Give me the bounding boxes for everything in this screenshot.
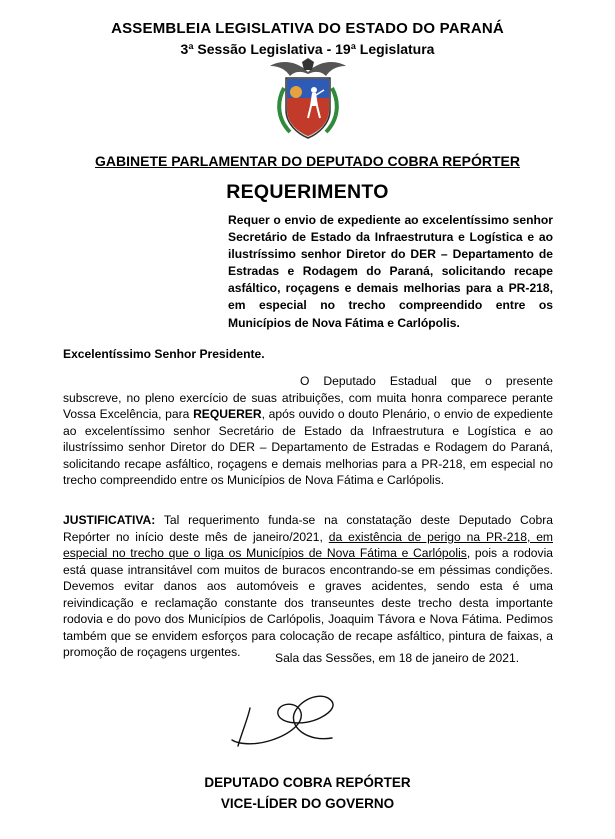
- paragraph-request: [63, 373, 553, 489]
- parana-coat-of-arms-icon: [266, 58, 350, 140]
- summary-ementa: Requer o envio de expediente ao excelentíssimo senhor Secretário de Estado da Infraestrutura e Logística e ao ilustríssimo senhor Diretor do DER – Departamento de Estradas e Rodagem do Paraná, solicitando recape asfáltico, roçagens e demais melhorias para a PR-218, em especial no trecho compreendido entre os Municípios de Nova Fátima e Carlópolis.: [228, 213, 553, 330]
- session-subtitle: 3ª Sessão Legislativa - 19ª Legislatura: [180, 41, 435, 57]
- justification-part1: Tal requerimento funda-se na constatação deste Deputado Cobra Repórter no início deste mês de janeiro/2021,: [63, 513, 553, 544]
- place-date: Sala das Sessões, em 18 de janeiro de 2021.: [275, 651, 520, 665]
- paragraph-request-part1: O Deputado Estadual que o presente subscreve, no pleno exercício de suas atribuições, com muita honra comparece perante Vossa Excelência, para: [63, 374, 553, 421]
- signature-icon: [228, 688, 348, 750]
- office-heading: GABINETE PARLAMENTAR DO DEPUTADO COBRA REPÓRTER: [95, 153, 520, 169]
- assembly-title: ASSEMBLEIA LEGISLATIVA DO ESTADO DO PARANÁ: [111, 20, 504, 37]
- justification-label: JUSTIFICATIVA:: [63, 513, 156, 527]
- signer-name: DEPUTADO COBRA REPÓRTER: [204, 775, 411, 790]
- paragraph-justification: [63, 512, 553, 661]
- justification-underlined: da existência de perigo na PR-218, em especial no trecho que o liga os Municípios de Nova Fátima e Carlópolis: [63, 529, 554, 560]
- signer-role: VICE-LÍDER DO GOVERNO: [220, 796, 395, 811]
- salutation: Excelentíssimo Senhor Presidente.: [63, 347, 265, 361]
- document-type: REQUERIMENTO: [226, 181, 389, 203]
- request-keyword: REQUERER: [193, 407, 262, 421]
- paragraph-request-part2: , após ouvido o douto Plenário, o envio de expediente ao excelentíssimo senhor Secretário de Estado da Infraestrutura e Logística e ao ilustríssimo senhor Diretor do DER – Departamento de Estradas e Rodagem do Paraná, solicitando recape asfáltico, roçagens e demais melhorias para a PR-218, em especial no trecho compreendido entre os Municípios de Nova Fátima e Carlópolis.: [63, 407, 553, 487]
- justification-part2: , pois a rodovia está quase intransitável com muitos de buracos encontrando-se em péssimas condições. Devemos evitar danos aos automóveis e graves acidentes, sendo esta é uma reivindicação e reclamação constante dos transeuntes deste trecho desta importante rodovia e do povo dos Municípios de Carlópolis, Joaquim Távora e Nova Fátima. Pedimos também que se envidem esforços para colocação de recape asfáltico, pintura de faixas, a promoção de roçagens urgentes.: [63, 546, 553, 659]
